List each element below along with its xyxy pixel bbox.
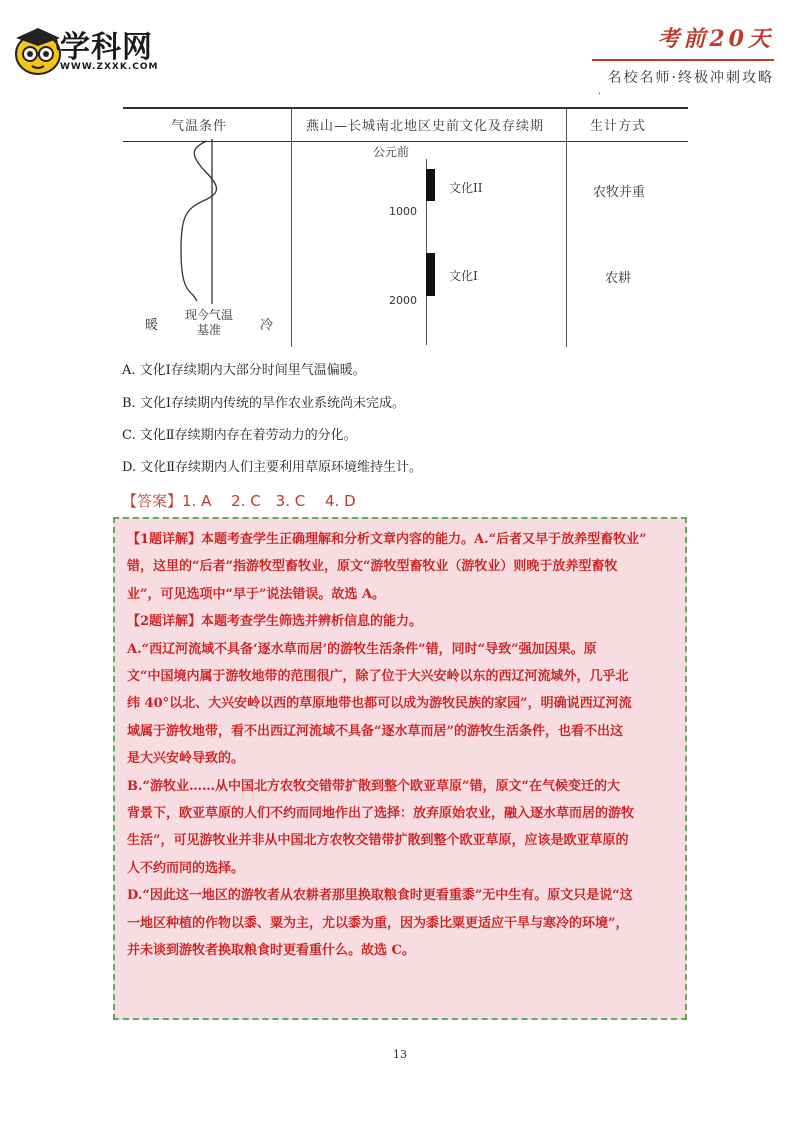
answer-line: 【答案】1. A 2. C 3. C 4. D — [122, 492, 356, 510]
livelihood-culture-1: 农耕 — [605, 271, 632, 286]
culture-1-label: 文化I — [449, 269, 478, 283]
explanation-line: 【1题详解】本题考查学生正确理解和分析文章内容的能力。A.“后者又早于放养型畜牧业” — [127, 532, 647, 547]
explanation-line: 并未谈到游牧者换取粮食时更看重什么。故选 C。 — [127, 943, 415, 959]
explanation-line: 【2题详解】本题考查学生筛选并辨析信息的能力。 — [127, 614, 423, 630]
header-dot: . — [598, 86, 602, 97]
cold-label: 冷 — [260, 318, 274, 333]
explanation-line: 生活”，可见游牧业并非从中国北方农牧交错带扩散到整个欧亚草原，应该是欧亚草原的 — [127, 833, 629, 849]
explanation-line: 背景下，欧亚草原的人们不约而同地作出了选择：放弃原始农业，融入逐水草而居的游牧 — [127, 806, 635, 822]
explanation-line: B.“游牧业……从中国北方农牧交错带扩散到整个欧亚草原”错，原文“在气候变迁的大 — [127, 778, 620, 794]
explanation-line: 人不约而同的选择。 — [127, 860, 245, 876]
explanation-line: 业”，可见选项中“早于”说法错误。故选 A。 — [127, 586, 386, 602]
culture-2-bar — [426, 169, 435, 201]
header-banner — [592, 22, 774, 87]
option-c: C. 文化Ⅱ存续期内存在着劳动力的分化。 — [122, 428, 357, 443]
culture-climate-table — [123, 107, 688, 347]
explanation-line: 是大兴安岭导致的。 — [127, 751, 245, 767]
explanation-line: A.“西辽河流域不具备‘逐水草而居’的游牧生活条件”错，同时“导致”强加因果。原 — [127, 641, 597, 657]
culture-2-label: 文化II — [449, 181, 483, 195]
option-a: A. 文化Ⅰ存续期内大部分时间里气温偏暖。 — [122, 363, 366, 378]
explanation-line: 文“中国境内属于游牧地带的范围很广，除了位于大兴安岭以东的西辽河流域外，几乎北 — [127, 669, 629, 685]
header-subtitle: 名校名师·终极冲刺攻略 — [607, 70, 774, 86]
page-number: 13 — [393, 1048, 407, 1061]
culture-1-bar — [426, 253, 435, 296]
logo-text: 学科网 — [60, 30, 153, 65]
header-livelihood: 生计方式 — [590, 119, 647, 134]
baseline-label-2: 基准 — [197, 323, 222, 337]
explanation-line: 域属于游牧地带，看不出西辽河流域不具备“逐水草而居”的游牧生活条件，也看不出这 — [127, 723, 623, 739]
header-cultures: 燕山—长城南北地区史前文化及存续期 — [306, 119, 545, 134]
baseline-label: 现今气温 — [185, 308, 234, 322]
era-label: 公元前 — [373, 145, 410, 159]
temperature-line — [181, 141, 217, 301]
warm-label: 暖 — [145, 318, 159, 333]
column-divider — [291, 109, 292, 347]
option-b: B. 文化Ⅰ存续期内传统的旱作农业系统尚未完成。 — [122, 396, 405, 411]
logo-url: WWW.ZXXK.COM — [60, 62, 159, 72]
header-title: 考前20天 — [657, 26, 774, 52]
livelihood-culture-2: 农牧并重 — [593, 185, 646, 200]
header-temperature: 气温条件 — [171, 119, 228, 134]
column-divider — [566, 109, 567, 347]
explanation-line: D.“因此这一地区的游牧者从农耕者那里换取粮食时更看重黍”无中生有。原文只是说“这 — [127, 888, 633, 904]
tick-2000: 2000 — [389, 294, 417, 307]
explanation-line: 纬 40°以北、大兴安岭以西的草原地带也都可以成为游牧民族的家园”，明确说西辽河流 — [127, 696, 632, 712]
explanation-line: 错，这里的“后者”指游牧型畜牧业，原文“游牧型畜牧业（游牧业）则晚于放养型畜牧 — [127, 559, 618, 575]
explanation-box — [113, 517, 687, 1020]
tick-1000: 1000 — [389, 205, 417, 218]
explanation-line: 一地区种植的作物以黍、粟为主，尤以黍为重，因为黍比粟更适应干旱与寒冷的环境”， — [127, 915, 629, 931]
header-divider — [592, 59, 774, 61]
option-d: D. 文化Ⅱ存续期内人们主要利用草原环境维持生计。 — [122, 460, 423, 475]
